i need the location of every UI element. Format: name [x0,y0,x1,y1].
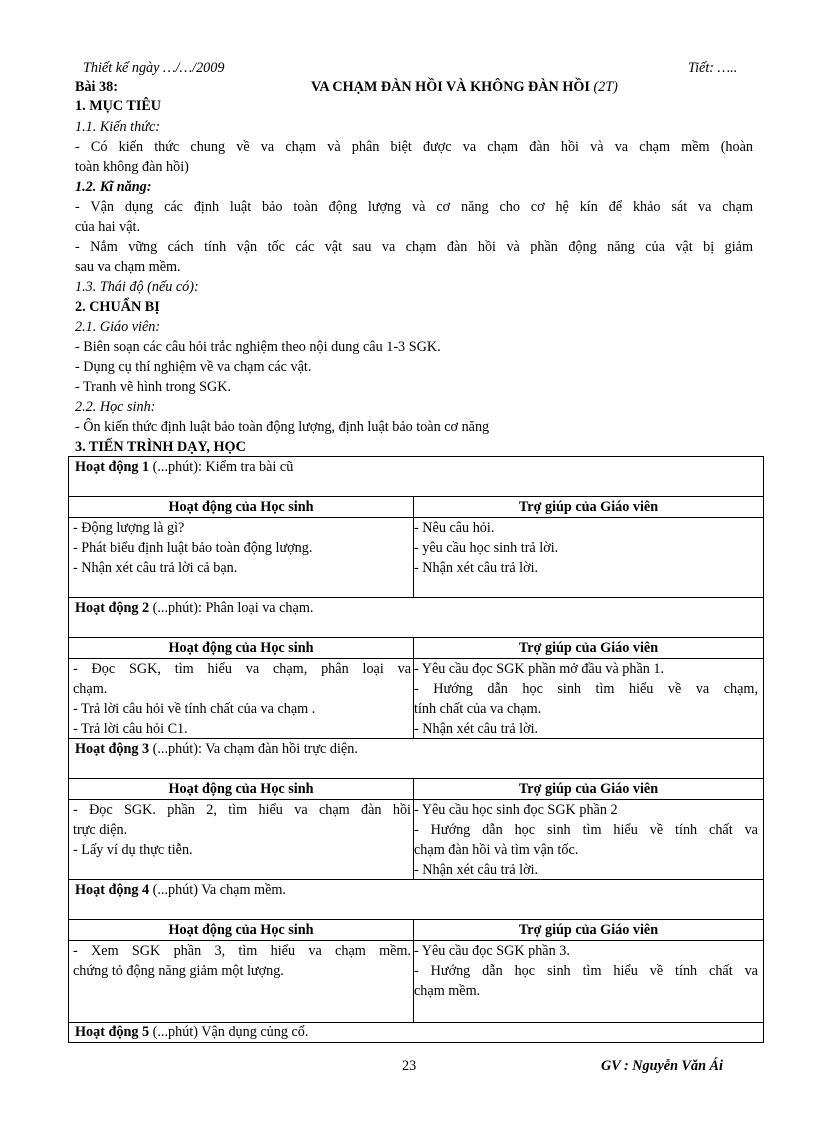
column-header-teacher: Trợ giúp của Giáo viên [518,640,659,656]
activity-title [75,1022,308,1042]
author: GV : Nguyễn Văn Ái [601,1058,723,1074]
page-number: 23 [402,1058,417,1074]
skills-line-3: - Nắm vững cách tính vận tốc các vật sau va chạm đàn hồi và phần động năng của vật bị giảm [75,239,753,255]
student-activities: - Đọc SGK, tìm hiểu va chạm, phân loại va chạm. - Trả lời câu hỏi về tính chất của va chạm . - Trả lời câu hỏi C1. [73,661,411,737]
activity-description: (...phút): Va chạm đàn hồi trực diện. [149,741,358,757]
activity-label: Hoạt động 5 [75,1024,150,1040]
skills-line-2: của hai vật. [75,219,140,235]
column-header-student: Hoạt động của Học sinh [168,499,314,515]
column-header-student: Hoạt động của Học sinh [168,922,314,938]
activity-description: (...phút): Phân loại va chạm. [149,600,314,616]
activity-description: (...phút): Kiểm tra bài cũ [149,459,294,475]
column-header-student: Hoạt động của Học sinh [168,781,314,797]
column-header-teacher: Trợ giúp của Giáo viên [518,922,659,938]
teacher-support: - Yêu cầu đọc SGK phần mở đầu và phần 1. - Hướng dẫn học sinh tìm hiểu về va chạm, tính chất của va chạm. - Nhận xét câu trả lời. [414,661,758,737]
student-activities: - Xem SGK phần 3, tìm hiểu va chạm mềm. chứng tỏ động năng giảm một lượng. [73,943,411,979]
skills-line-4: sau va chạm mềm. [75,259,181,275]
attitude-heading: 1.3. Thái độ (nếu có): [75,279,199,295]
knowledge-line-2: toàn không đàn hồi) [75,159,189,175]
lesson-number: Bài 38: [75,79,118,95]
column-header-teacher: Trợ giúp của Giáo viên [518,499,659,515]
activity-label: Hoạt động 2 [75,600,150,616]
preparation-heading: 2. CHUẨN BỊ [75,299,160,315]
activity-label: Hoạt động 3 [75,741,150,757]
skills-heading: 1.2. Kĩ năng: [75,179,152,195]
activity-title [75,739,358,759]
activity-title [75,880,286,900]
design-date: Thiết kế ngày …/…/2009 [83,60,225,76]
teacher-item: - Dụng cụ thí nghiệm về va chạm các vật. [75,359,312,375]
activity-title [75,457,293,477]
activity-description: (...phút) Va chạm mềm. [149,882,286,898]
student-heading: 2.2. Học sinh: [75,399,156,415]
process-heading: 3. TIẾN TRÌNH DẠY, HỌC [75,439,246,455]
teacher-item: - Tranh vẽ hình trong SGK. [75,379,232,395]
activity-description: (...phút) Vận dụng củng cố. [149,1024,309,1040]
student-activities: - Đọc SGK. phần 2, tìm hiểu va chạm đàn hồi trực diện. - Lấy ví dụ thực tiễn. [73,802,411,858]
teacher-heading: 2.1. Giáo viên: [75,319,161,335]
column-header-teacher: Trợ giúp của Giáo viên [518,781,659,797]
lesson-title-suffix: (2T) [593,79,618,95]
objectives-heading: 1. MỤC TIÊU [75,98,162,114]
teacher-support: - Nêu câu hỏi. - yêu cầu học sinh trả lời. - Nhận xét câu trả lời. [414,520,559,576]
activity-label: Hoạt động 4 [75,882,150,898]
student-activities: - Động lượng là gì? - Phát biểu định luật bảo toàn động lượng. - Nhận xét câu trả lời cả bạn. [73,520,313,576]
teacher-support: - Yêu cầu học sinh đọc SGK phần 2 - Hướng dẫn học sinh tìm hiểu về tính chất va chạm đàn hồi và tìm vận tốc. - Nhận xét câu trả lời. [414,802,758,878]
skills-line-1: - Vận dụng các định luật bảo toàn động lượng và cơ năng cho cơ hệ kín để khảo sát va chạm [75,199,753,215]
lesson-title: VA CHẠM ĐÀN HỒI VÀ KHÔNG ĐÀN HỒI [311,79,590,95]
knowledge-line-1: - Có kiến thức chung về va chạm và phân biệt được va chạm đàn hồi và va chạm mềm (hoàn [75,139,753,155]
student-item: - Ôn kiến thức định luật bảo toàn động lượng, định luật bảo toàn cơ năng [75,419,490,435]
lesson-period: Tiết: ….. [688,60,738,76]
teacher-support: - Yêu cầu đọc SGK phần 3. - Hướng dẫn học sinh tìm hiểu về tính chất va chạm mềm. [414,943,758,999]
activity-label: Hoạt động 1 [75,459,150,475]
knowledge-heading: 1.1. Kiến thức: [75,119,160,135]
lesson-title-line [311,77,618,97]
column-header-student: Hoạt động của Học sinh [168,640,314,656]
teacher-item: - Biên soạn các câu hỏi trắc nghiệm theo nội dung câu 1-3 SGK. [75,339,441,355]
activity-title [75,598,313,618]
